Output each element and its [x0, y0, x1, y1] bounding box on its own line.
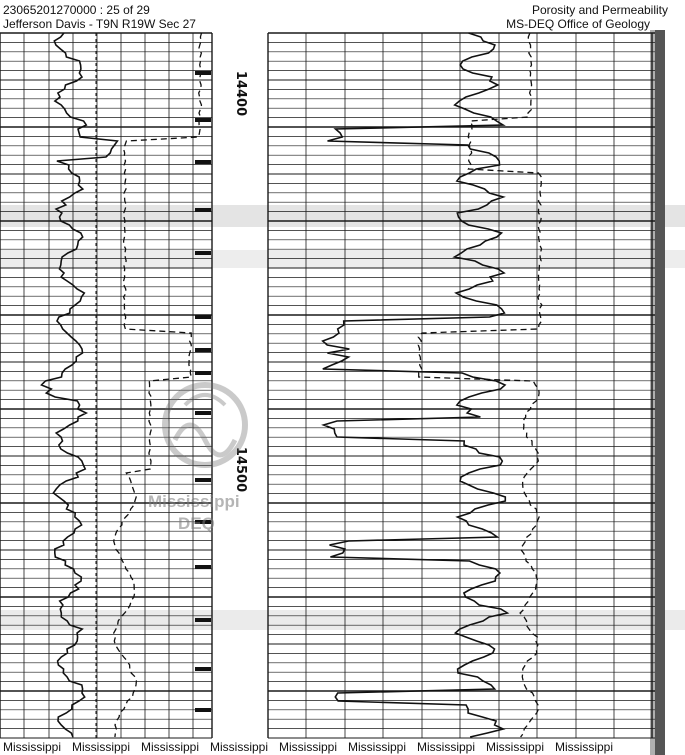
footer-label: Mississippi — [3, 740, 62, 754]
mdeq-seal-icon — [140, 370, 270, 480]
footer-watermark-strip — [0, 740, 685, 755]
file-info: 23065201270000 : 25 of 29 — [3, 3, 150, 17]
depth-tick-mark — [195, 315, 211, 319]
gamma-ray-curve — [42, 33, 118, 737]
scan-band — [0, 250, 685, 268]
depth-tick-mark — [195, 118, 211, 122]
depth-label-14400: 14400 — [233, 70, 249, 117]
footer-label: Mississippi — [486, 740, 545, 754]
footer-label: Mississippi — [279, 740, 338, 754]
depth-tick-mark — [195, 348, 211, 352]
depth-label-14500: 14500 — [233, 446, 249, 493]
footer-label: Mississippi — [210, 740, 269, 754]
depth-tick-mark — [195, 251, 211, 255]
scan-band — [0, 610, 685, 630]
depth-tick-mark — [195, 208, 211, 212]
right-track-grid — [268, 33, 655, 738]
depth-tick-mark — [195, 160, 211, 164]
depth-tick-mark — [195, 71, 211, 75]
log-curves — [42, 33, 542, 737]
footer-label: Mississippi — [417, 740, 476, 754]
watermark-line1: Mississippi — [148, 492, 240, 511]
depth-tick-mark — [195, 618, 211, 622]
scan-band — [0, 205, 685, 227]
depth-tick-mark — [195, 565, 211, 569]
footer-label: Mississippi — [72, 740, 131, 754]
depth-tick-mark — [195, 667, 211, 671]
footer-label: Mississippi — [555, 740, 614, 754]
well-location: Jefferson Davis - T9N R19W Sec 27 — [3, 17, 196, 31]
porosity-curve — [323, 33, 508, 737]
permeability-curve — [418, 33, 542, 737]
watermark-line2: DEQ — [178, 514, 215, 533]
agency: MS-DEQ Office of Geology — [506, 17, 650, 31]
footer-label: Mississippi — [348, 740, 407, 754]
scan-edge — [655, 30, 665, 755]
footer-label: Mississippi — [141, 740, 200, 754]
log-type: Porosity and Permeability — [531, 3, 668, 17]
depth-tick-mark — [195, 708, 211, 712]
